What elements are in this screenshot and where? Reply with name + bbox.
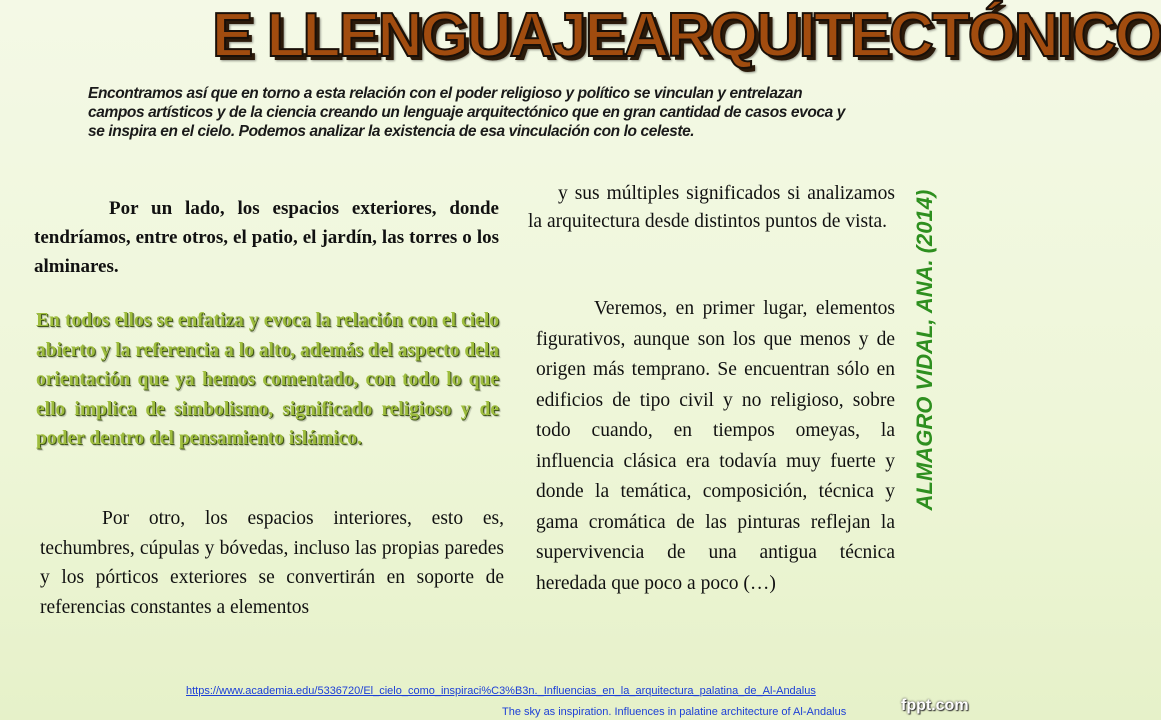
author-citation: ALMAGRO VIDAL, ANA. (2014) [912, 189, 937, 511]
source-caption: The sky as inspiration. Influences in palatine architecture of Al-Andalus [502, 706, 847, 718]
brand-logo: fppt.com [901, 697, 969, 714]
intro-paragraph: Encontramos así que en torno a esta relación con el poder religioso y político se vinculan y entrelazan campos artísticos y de la ciencia creando un lenguaje arquitectónico que en gran cantidad de casos evoca y se inspira en el cielo. Podemos analizar la existencia de esa vinculación con lo celeste. [88, 85, 845, 140]
paragraph-meanings: y sus múltiples significados si analizamos la arquitectura desde distintos puntos de vista. [528, 183, 895, 232]
paragraph-exterior-spaces: Por un lado, los espacios exteriores, donde tendríamos, entre otros, el patio, el jardín, las torres o los alminares. [34, 198, 499, 277]
slide-title: E LLENGUAJEARQUITECTÓNICO [212, 1, 1161, 70]
paragraph-sky-relation-highlight: En todos ellos se enfatiza y evoca la relación con el cielo abierto y la referencia a lo alto, además del aspecto dela orientación que ya hemos comentado, con todo lo que ello implica de simbolismo, significado religioso y de poder dentro del pensamiento islámico. [36, 310, 499, 449]
source-link[interactable]: https://www.academia.edu/5336720/El_cielo_como_inspiraci%C3%B3n._Influencias_en_la_arquitectura_palatina_de_Al-Andalus [186, 685, 816, 697]
paragraph-figurative-elements: Veremos, en primer lugar, elementos figurativos, aunque son los que menos y de origen más temprano. Se encuentran sólo en edificios de tipo civil y no religioso, sobre todo cuando, en tiempos omeyas, la influencia clásica era todavía muy fuerte y donde la temática, composición, técnica y gama cromática de las pinturas reflejan la supervivencia de una antigua técnica heredada que poco a poco (…) [536, 298, 895, 594]
paragraph-interior-spaces: Por otro, los espacios interiores, esto es, techumbres, cúpulas y bóvedas, incluso las propias paredes y los pórticos exteriores se convertirán en soporte de referencias constantes a elementos [40, 508, 504, 618]
